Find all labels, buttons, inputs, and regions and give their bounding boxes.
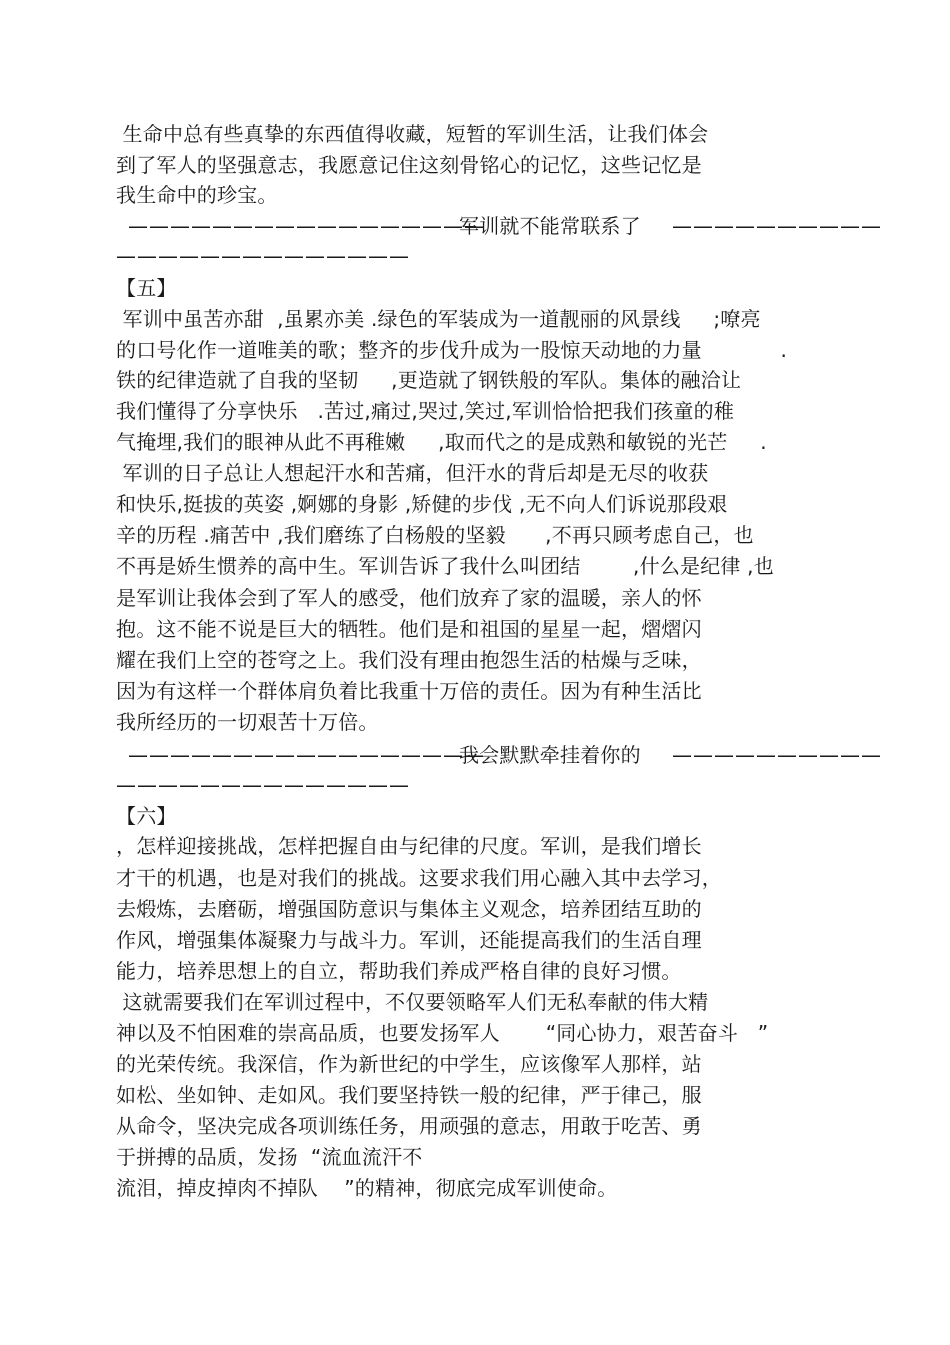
separator-dashes-continuation: ——————————————	[116, 244, 410, 268]
separator-dashes-left: —————————————————	[128, 743, 485, 767]
paragraph-line: 气掩埋,我们的眼神从此不再稚嫩 ,取而代之的是成熟和敏锐的光芒 .	[116, 430, 767, 454]
paragraph-line: 这就需要我们在军训过程中，不仅要领略军人们无私奉献的伟大精	[116, 990, 709, 1014]
paragraph-line: 我所经历的一切艰苦十万倍。	[116, 710, 379, 734]
paragraph-line: 辛的历程 .痛苦中 ,我们磨练了白杨般的坚毅 ,不再只顾考虑自己，也	[116, 523, 754, 547]
section-heading: 【五】	[116, 276, 177, 300]
paragraph-line: 到了军人的坚强意志，我愿意记住这刻骨铭心的记忆，这些记忆是	[116, 153, 702, 177]
separator-dashes-right: ——————————	[672, 214, 882, 238]
separator-title: 我会默默牵挂着你的	[459, 743, 641, 767]
paragraph-line: 从命令，坚决完成各项训练任务，用顽强的意志，用敢于吃苦、勇	[116, 1114, 702, 1138]
separator-title: 军训就不能常联系了	[459, 214, 641, 238]
paragraph-line: 流泪，掉皮掉肉不掉队 ”的精神，彻底完成军训使命。	[116, 1176, 618, 1200]
separator-dashes-right: ——————————	[672, 743, 882, 767]
paragraph-line: 生命中总有些真挚的东西值得收藏，短暂的军训生活，让我们体会	[116, 122, 709, 146]
paragraph-line: 因为有这样一个群体肩负着比我重十万倍的责任。因为有种生活比	[116, 679, 702, 703]
paragraph-line: 的口号化作一道唯美的歌；整齐的步伐升成为一股惊天动地的力量 .	[116, 338, 788, 362]
paragraph-line: 我生命中的珍宝。	[116, 183, 278, 207]
paragraph-line: ，怎样迎接挑战，怎样把握自由与纪律的尺度。军训，是我们增长	[116, 834, 702, 858]
paragraph-line: 铁的纪律造就了自我的坚韧 ,更造就了钢铁般的军队。集体的融洽让	[116, 368, 742, 392]
paragraph-line: 军训的日子总让人想起汗水和苦痛，但汗水的背后却是无尽的收获	[116, 461, 709, 485]
paragraph-line: 的光荣传统。我深信，作为新世纪的中学生，应该像军人那样，站	[116, 1052, 702, 1076]
paragraph-line: 于拼搏的品质，发扬 “流血流汗不	[116, 1145, 423, 1169]
paragraph-line: 才干的机遇，也是对我们的挑战。这要求我们用心融入其中去学习，	[116, 866, 722, 890]
separator-dashes-continuation: ——————————————	[116, 773, 410, 797]
paragraph-line: 军训中虽苦亦甜 ,虽累亦美 .绿色的军装成为一道靓丽的风景线 ;嘹亮	[116, 307, 761, 331]
paragraph-line: 和快乐,挺拔的英姿 ,婀娜的身影 ,矫健的步伐 ,无不向人们诉说那段艰	[116, 492, 728, 516]
section-heading: 【六】	[116, 804, 177, 828]
paragraph-line: 不再是娇生惯养的高中生。军训告诉了我什么叫团结 ,什么是纪律 ,也	[116, 554, 774, 578]
paragraph-line: 抱。这不能不说是巨大的牺牲。他们是和祖国的星星一起，熠熠闪	[116, 617, 702, 641]
paragraph-line: 耀在我们上空的苍穹之上。我们没有理由抱怨生活的枯燥与乏味，	[116, 648, 702, 672]
paragraph-line: 能力，培养思想上的自立，帮助我们养成严格自律的良好习惯。	[116, 959, 682, 983]
paragraph-line: 去煅炼，去磨砺，增强国防意识与集体主义观念，培养团结互助的	[116, 897, 702, 921]
paragraph-line: 如松、坐如钟、走如风。我们要坚持铁一般的纪律，严于律己，服	[116, 1083, 702, 1107]
paragraph-line: 我们懂得了分享快乐 .苦过,痛过,哭过,笑过,军训恰恰把我们孩童的稚	[116, 399, 735, 423]
paragraph-line: 作风，增强集体凝聚力与战斗力。军训，还能提高我们的生活自理	[116, 928, 702, 952]
paragraph-line: 神以及不怕困难的崇高品质，也要发扬军人 “同心协力，艰苦奋斗 ”	[116, 1021, 769, 1045]
paragraph-line: 是军训让我体会到了军人的感受，他们放弃了家的温暖，亲人的怀	[116, 586, 702, 610]
separator-dashes-left: —————————————————	[128, 214, 485, 238]
